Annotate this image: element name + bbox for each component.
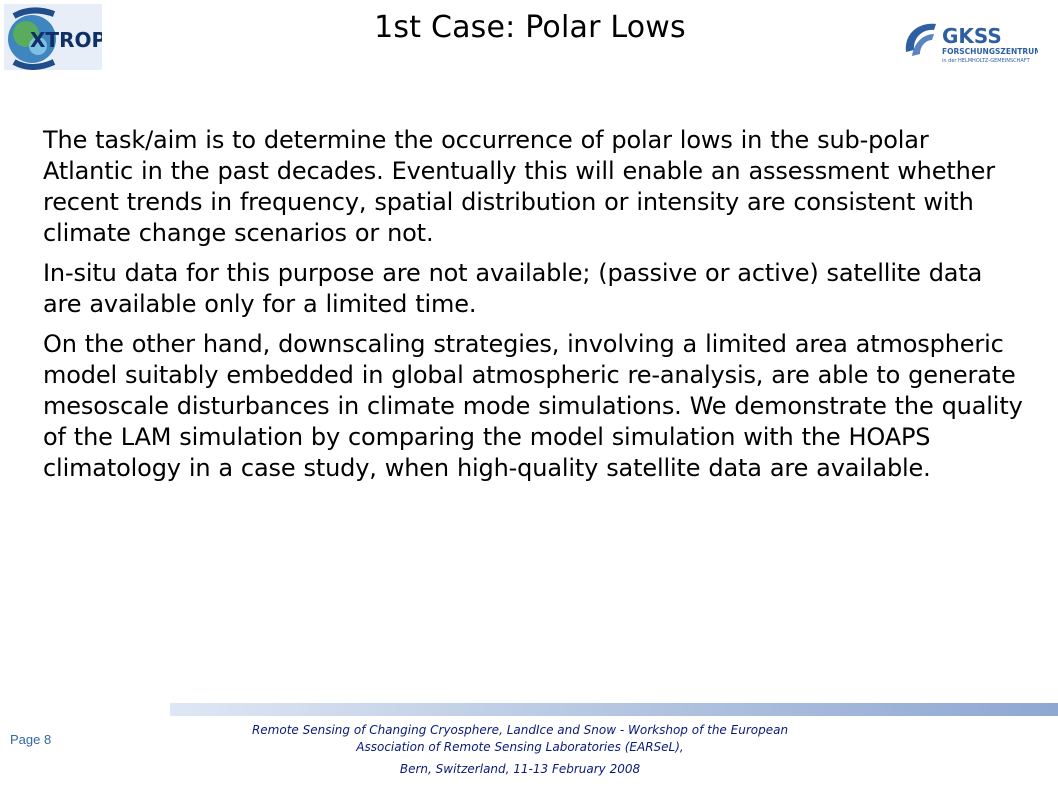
extrop-logo-graphic <box>4 4 102 70</box>
slide-body <box>43 125 1023 493</box>
footer-line-2: Association of Remote Sensing Laboratories (EARSeL), <box>356 740 684 754</box>
footer-text <box>160 722 880 778</box>
slide-title: 1st Case: Polar Lows <box>374 10 686 45</box>
gkss-logo <box>898 16 1038 66</box>
page-number: Page 8 <box>10 732 52 747</box>
paragraph-in-situ-data: In-situ data for this purpose are not available; (passive or active) satellite data are available only for a limited time. <box>43 259 983 318</box>
footer-line-3: Bern, Switzerland, 11-13 February 2008 <box>399 762 641 776</box>
extrop-logo <box>4 4 102 70</box>
paragraph-task-aim: The task/aim is to determine the occurrence of polar lows in the sub-polar Atlantic in the past decades. Eventually this will enable an assessment whether recent trends in frequency, spatial distribution or intensity are consistent with climate change scenarios or not. <box>43 126 996 247</box>
gkss-name: GKSS <box>942 24 1002 48</box>
paragraph-downscaling: On the other hand, downscaling strategies, involving a limited area atmospheric model suitably embedded in global atmospheric re-analysis, are able to generate mesoscale disturbances in climate mode simulations. We demonstrate the quality of the LAM simulation by comparing the model simulation with the HOAPS climatology in a case study, when high-quality satellite data are available. <box>43 330 1023 482</box>
footer-line-1: Remote Sensing of Changing Cryosphere, LandIce and Snow - Workshop of the European <box>251 723 789 737</box>
gkss-tagline: in der HELMHOLTZ-GEMEINSCHAFT <box>942 58 1030 64</box>
extrop-logo-text: XTROP <box>30 28 102 52</box>
footer-divider <box>170 703 1058 716</box>
gkss-subtitle: FORSCHUNGSZENTRUM <box>942 47 1038 56</box>
gkss-logo-graphic <box>898 16 1038 66</box>
